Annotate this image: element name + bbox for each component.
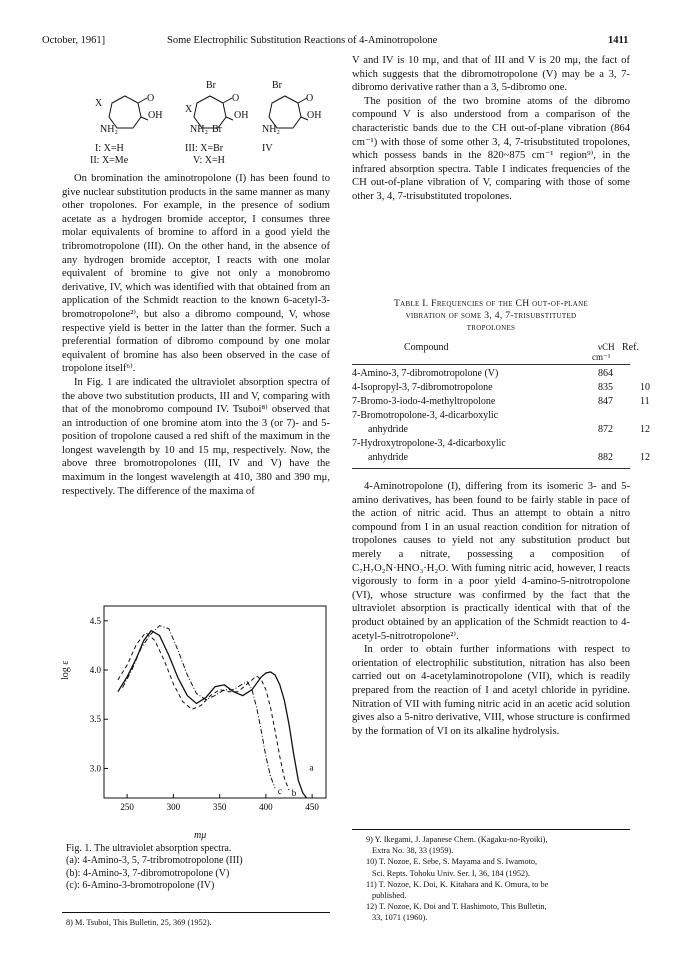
curve-label-c: c	[277, 786, 282, 797]
table-row	[352, 410, 652, 423]
caption-a: (a): 4-Amino-3, 5, 7-tribromotropolone (III)	[66, 855, 243, 867]
footnote-8: 8) M. Tsuboi, This Bulletin, 25, 369 (1952).	[66, 918, 212, 927]
frequency-table	[352, 342, 652, 478]
table-row-cont	[352, 452, 652, 465]
left-column-text	[62, 172, 330, 498]
cell-compound-cont: anhydride	[368, 452, 408, 463]
footnote-line: 33, 1071 (1960).	[372, 913, 428, 923]
compound-label-IV: IV	[262, 143, 273, 154]
series-b-line	[118, 633, 289, 791]
cell-compound: 7-Bromo-3-iodo-4-methyltropolone	[352, 396, 496, 407]
cell-compound: 7-Bromotropolone-3, 4-dicarboxylic	[352, 410, 499, 421]
cell-compound-cont: anhydride	[368, 424, 408, 435]
s3-nh2: NH₂	[262, 124, 280, 135]
footnote-line: 12) T. Nozoe, K. Doi and T. Hashimoto, This Bulletin,	[366, 902, 547, 912]
header-ref: Ref.	[622, 342, 639, 353]
right-column-text-bottom	[352, 480, 630, 738]
s1-x: X	[95, 98, 103, 109]
table-row	[352, 438, 652, 451]
cell-compound: 4-Amino-3, 7-dibromotropolone (V)	[352, 368, 499, 379]
paragraph: In order to obtain further informations with respect to orientation of electrophilic substitution, nitration has also been carried out on 4-acetylaminotropolone (VII), which is readily prepared from the reaction of I and acetyl chloride in pyridine. Nitration of VII with fuming nitric acid in an acetic acid solution gives also a 5-nitro derivative, VIII, whose structure is confirmed by the formation of VI on its alkaline hydrolysis.	[352, 644, 630, 737]
series-a-line	[118, 631, 307, 798]
table-rule	[352, 468, 630, 469]
s3-oh: OH	[307, 110, 322, 121]
x-tick-label: 300	[166, 802, 181, 812]
x-tick-label: 400	[259, 802, 273, 812]
header-nu: νCH	[598, 342, 615, 352]
s2-nh2: NH₂	[190, 124, 208, 135]
y-tick-label: 3.0	[89, 763, 101, 774]
s3-o: O	[306, 93, 314, 104]
caption-b: (b): 4-Amino-3, 7-dibromotropolone (V)	[66, 867, 230, 879]
caption-title: Fig. 1. The ultraviolet absorption spectra.	[66, 843, 232, 854]
cell-nu: 882	[598, 452, 613, 463]
cell-nu: 847	[598, 396, 613, 407]
cell-ref: 10	[640, 382, 650, 393]
footnote-rule	[352, 829, 630, 830]
s1-nh2: NH₂	[100, 124, 118, 135]
curve-label-b: b	[291, 788, 297, 799]
right-column-text-top	[352, 54, 630, 204]
series-c-line	[123, 626, 276, 789]
running-date: October, 1961]	[42, 35, 106, 46]
table-title-line: Table I. Frequencies of the CH out-of-plane	[393, 298, 589, 309]
s2-oh: OH	[234, 110, 249, 121]
s1-o: O	[147, 93, 155, 104]
footnote-rule	[62, 912, 330, 913]
table-row	[352, 382, 652, 395]
s2-o: O	[232, 93, 240, 104]
curve-label-a: a	[309, 762, 314, 773]
table-rule	[352, 364, 630, 365]
cell-ref: 11	[640, 396, 650, 407]
footnote-line: Sci. Repts. Tohoku Univ. Ser. I, 36, 184 (1952).	[372, 868, 530, 878]
cell-nu: 835	[598, 382, 613, 393]
paragraph: In Fig. 1 are indicated the ultraviolet absorption spectra of the above two substitution products, III and V, comparing with that of the monobromo compound IV. Tsuboi⁸⁾ observed that an introduction of one bromine atom into the 3 (or 7)- and 5-position of tropolone caused a red shift of the maximum in the longest wavelength by 10 and 15 mμ, respectively. Now, the above three bromotropolones (III, IV and V) have the maximum in the longest wavelength at 410, 380 and 390 mμ, respectively. The difference of the maxima of	[62, 376, 330, 497]
cell-compound: 4-Isopropyl-3, 7-dibromotropolone	[352, 382, 493, 393]
cell-nu: 872	[598, 424, 613, 435]
uv-spectra-chart	[72, 598, 334, 828]
axis-ticks	[90, 616, 320, 812]
x-tick-label: 250	[120, 802, 134, 812]
page-number: 1411	[608, 35, 629, 46]
footnote-line: 10) T. Nozoe, E. Sebe, S. Mayama and S. Iwamoto,	[366, 857, 538, 867]
cell-compound: 7-Hydroxytropolone-3, 4-dicarboxylic	[352, 438, 506, 449]
y-tick-label: 4.5	[89, 615, 101, 626]
footnote-line: 9) Y. Ikegami, J. Japanese Chem. (Kagaku-no-Ryoiki),	[366, 835, 548, 844]
table-title-line: vibration of some 3, 4, 7-trisubstituted	[405, 310, 577, 321]
footnotes-right	[366, 834, 548, 924]
table-row	[352, 368, 652, 381]
paragraph: V and IV is 10 mμ, and that of III and V is 20 mμ, the fact of which suggests that the dibromotropolone (V) may be a 3, 7-dibromo derivative rather than a 3, 5-dibromo one.	[352, 55, 630, 94]
x-axis-label: mμ	[194, 830, 207, 841]
s3-br-top: Br	[272, 80, 282, 91]
figure-caption	[66, 843, 336, 893]
cell-nu: 864	[598, 368, 613, 379]
footnote-line: Extra No. 38, 33 (1959).	[372, 846, 454, 856]
cell-ref: 12	[640, 424, 650, 435]
y-tick-label: 4.0	[89, 665, 101, 675]
footnote-line: 11) T. Nozoe, K. Doi, K. Kitahara and K. Omura, to be	[366, 879, 549, 889]
paragraph: On bromination the aminotropolone (I) has been found to give nuclear substitution products in the same manner as many other tropolones. For example, in the presence of sodium acetate as a hydrogen bromide acceptor, I consumes three molar equivalents of bromine to afford in a good yield the tribromotropolone (III). On the other hand, in the absence of any hydrogen bromide acceptor, I reacts with one molar equivalent of bromine to give not only a monobromo derivative, IV, which was identified with that obtained from an application of the Schmidt reaction to the known 6-acetyl-3-bromotropolone²⁾, but also a dibromo compound, V, whose respective yield is better in the latter than the former. Such a preferential formation of dibromo compound by one molar equivalent of bromine has also been observed in the case of tropolone itself⁶⁾.	[62, 173, 330, 375]
compound-label-III: III: X=Br	[185, 143, 224, 154]
compound-label-V: V: X=H	[193, 155, 225, 166]
s2-br-top: Br	[206, 80, 216, 91]
spectra-curves	[118, 626, 313, 798]
cell-ref: 12	[640, 452, 650, 463]
s1-oh: OH	[148, 110, 163, 121]
s2-br-bottom: Br	[212, 124, 222, 135]
y-tick-label: 3.5	[89, 714, 101, 725]
table-row-cont	[352, 424, 652, 437]
compound-label-I: I: X=H	[95, 143, 124, 154]
plot-frame	[104, 606, 326, 798]
running-title: Some Electrophilic Substitution Reactions of 4-Aminotropolone	[167, 35, 438, 46]
table-row	[352, 396, 652, 409]
footnote-line: published.	[372, 891, 407, 901]
table-title-line: tropolones	[466, 322, 516, 333]
header-nu-unit: cm⁻¹	[592, 352, 611, 362]
x-tick-label: 350	[212, 802, 227, 812]
paragraph: 4-Aminotropolone (I), differing from its isomeric 3- and 5-amino derivatives, has been found to be fairly stable in pace of the action of nitric acid. Thus an attempt to obtain a nitro compound from I in an usual reaction condition for nitration of tropolones causes to yield not any substitution product but merely a nitrate, possessing a composition of C₇H₇O₂N·HNO₃·H₂O. With fuming nitric acid, however, I reacts vigorously to form in a poor yield 4-amino-5-nitrotropolone (VI), whose structure was confirmed by the fact that the ultraviolet absorption is practically identical with that of the product obtained by an application of the Schmidt reaction to 4-acetyl-5-nitrotropolone²⁾.	[352, 481, 630, 642]
table-title	[352, 298, 630, 334]
y-axis-label: log ε	[60, 660, 71, 680]
compound-label-II: II: X=Me	[90, 155, 129, 166]
header-compound: Compound	[404, 342, 449, 353]
x-tick-label: 450	[305, 802, 319, 812]
s2-x: X	[185, 104, 193, 115]
paragraph: The position of the two bromine atoms of the dibromo compound V is also understood from a comparison of the characteristic bands due to the CH out-of-plane vibration (864 cm⁻¹) with those of some other 3, 4, 7-trisubstituted tropolones, which possess bands in the 820~875 cm⁻¹ region⁹⁾, in the infrared absorption spectra. Table I indicates frequencies of the CH out-of-plane vibration of V, comparing with those of some other 3, 4, 7-trisubstituted tropolones.	[352, 95, 630, 202]
caption-c: (c): 6-Amino-3-bromotropolone (IV)	[66, 880, 215, 892]
